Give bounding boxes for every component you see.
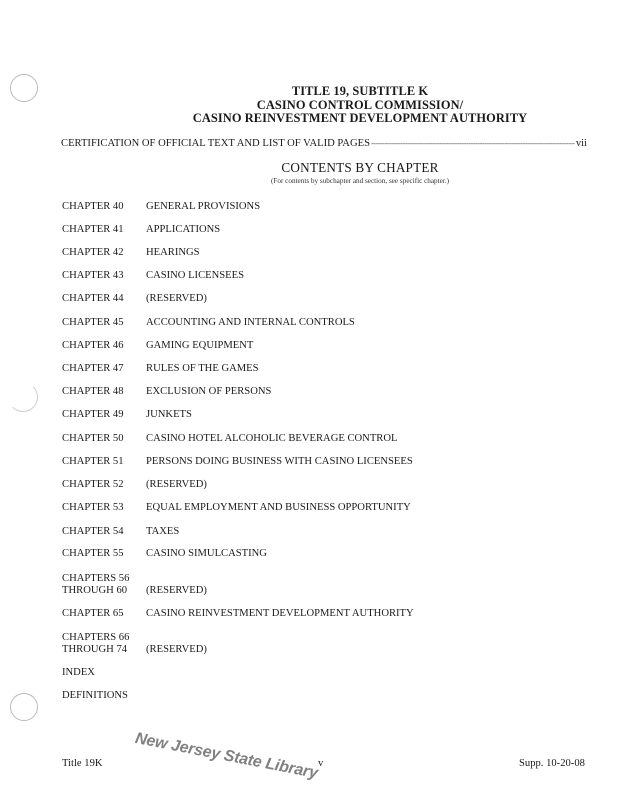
chapter-number: CHAPTER 46 bbox=[62, 340, 124, 351]
chapter-number: CHAPTER 44 bbox=[62, 293, 124, 304]
title-line-2: CASINO CONTROL COMMISSION/ bbox=[256, 98, 464, 112]
chapter-number: CHAPTER 54 bbox=[62, 526, 124, 537]
chapter-number: CHAPTER 48 bbox=[62, 386, 124, 397]
chapter-number: CHAPTER 51 bbox=[62, 456, 124, 467]
chapter-name: HEARINGS bbox=[146, 247, 200, 258]
chapter-number: CHAPTER 42 bbox=[62, 247, 124, 258]
chapter-number: CHAPTER 55 bbox=[62, 548, 124, 559]
index-label: INDEX bbox=[62, 667, 95, 678]
chapter-name: (RESERVED) bbox=[146, 644, 207, 655]
chapter-number: CHAPTER 49 bbox=[62, 409, 124, 420]
chapter-group-line1: CHAPTERS 56 bbox=[62, 573, 130, 584]
chapter-name: EXCLUSION OF PERSONS bbox=[146, 386, 272, 397]
chapter-number: CHAPTER 47 bbox=[62, 363, 124, 374]
chapter-name: PERSONS DOING BUSINESS WITH CASINO LICENSEES bbox=[146, 456, 413, 467]
contents-heading: CONTENTS BY CHAPTER bbox=[281, 160, 439, 175]
chapter-name: RULES OF THE GAMES bbox=[146, 363, 259, 374]
dot-leader bbox=[371, 138, 575, 149]
chapter-number: CHAPTER 50 bbox=[62, 433, 124, 444]
certification-page: vii bbox=[575, 138, 587, 149]
title-line-1: TITLE 19, SUBTITLE K bbox=[291, 84, 429, 98]
contents-subheading: (For contents by subchapter and section, see specific chapter.) bbox=[270, 177, 450, 185]
chapter-name: (RESERVED) bbox=[146, 479, 207, 490]
chapter-group-line2: THROUGH 74 bbox=[62, 644, 128, 655]
definitions-label: DEFINITIONS bbox=[62, 690, 128, 701]
chapter-name: CASINO REINVESTMENT DEVELOPMENT AUTHORITY bbox=[146, 608, 414, 619]
chapter-name: CASINO LICENSEES bbox=[146, 270, 244, 281]
chapter-name: GENERAL PROVISIONS bbox=[146, 201, 261, 212]
chapter-number: CHAPTER 41 bbox=[62, 224, 124, 235]
chapter-name: GAMING EQUIPMENT bbox=[146, 340, 254, 351]
punch-hole-middle bbox=[8, 382, 38, 412]
chapter-number: CHAPTER 40 bbox=[62, 201, 124, 212]
chapter-name: (RESERVED) bbox=[146, 293, 207, 304]
chapter-name: TAXES bbox=[146, 526, 180, 537]
chapter-group-line2: THROUGH 60 bbox=[62, 585, 128, 596]
chapter-number: CHAPTER 43 bbox=[62, 270, 124, 281]
chapter-number: CHAPTER 52 bbox=[62, 479, 124, 490]
chapter-name: (RESERVED) bbox=[146, 585, 207, 596]
chapter-number: CHAPTER 53 bbox=[62, 502, 124, 513]
punch-hole-top bbox=[10, 74, 38, 102]
punch-hole-bottom bbox=[10, 693, 38, 721]
footer-supplement-date: Supp. 10-20-08 bbox=[519, 758, 585, 769]
chapter-name: CASINO HOTEL ALCOHOLIC BEVERAGE CONTROL bbox=[146, 433, 398, 444]
chapter-name: APPLICATIONS bbox=[146, 224, 221, 235]
footer-title: Title 19K bbox=[62, 758, 103, 769]
footer-page-number: v bbox=[318, 758, 324, 769]
chapter-number: CHAPTER 45 bbox=[62, 317, 124, 328]
certification-entry bbox=[61, 138, 587, 153]
library-stamp: New Jersey State Library bbox=[133, 730, 320, 783]
chapter-name: EQUAL EMPLOYMENT AND BUSINESS OPPORTUNITY bbox=[146, 502, 411, 513]
title-line-3: CASINO REINVESTMENT DEVELOPMENT AUTHORITY bbox=[192, 111, 528, 125]
chapter-number: CHAPTER 65 bbox=[62, 608, 124, 619]
chapter-name: JUNKETS bbox=[146, 409, 192, 420]
chapter-name: ACCOUNTING AND INTERNAL CONTROLS bbox=[146, 317, 355, 328]
certification-label: CERTIFICATION OF OFFICIAL TEXT AND LIST OF VALID PAGES bbox=[61, 138, 370, 149]
chapter-name: CASINO SIMULCASTING bbox=[146, 548, 267, 559]
chapter-group-line1: CHAPTERS 66 bbox=[62, 632, 130, 643]
